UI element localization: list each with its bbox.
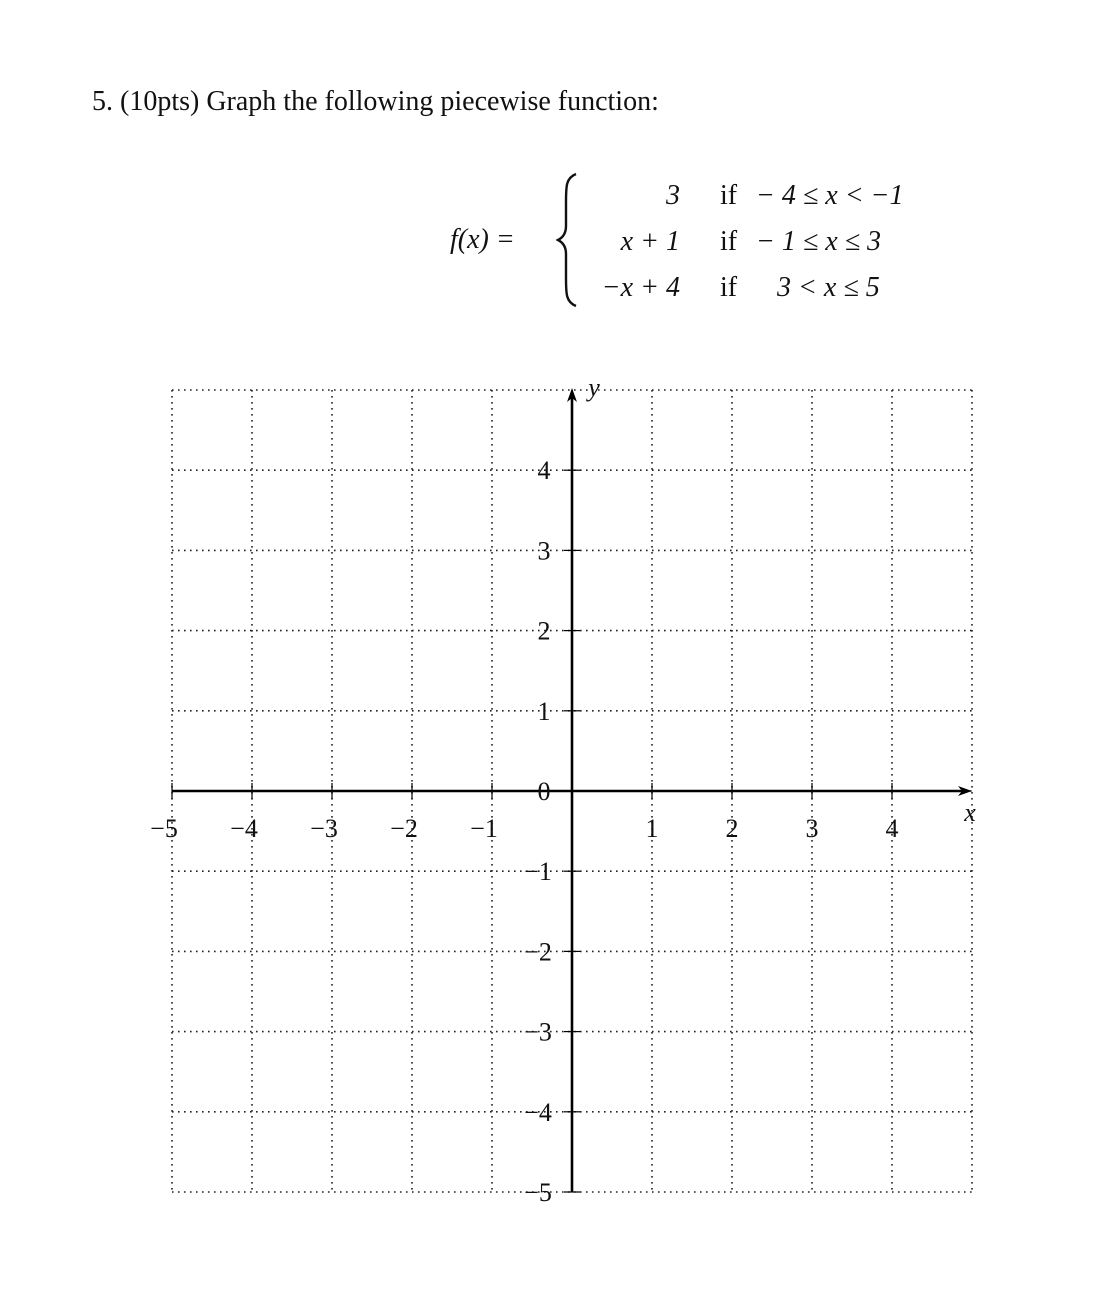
x-tick-label: 2	[725, 814, 739, 843]
function-lhs-text: f(x) =	[450, 224, 515, 255]
case-condition: 3 < x ≤ 5	[756, 272, 880, 303]
y-tick-label: 0	[537, 777, 551, 806]
problem-number: 5.	[92, 86, 113, 117]
problem-points: (10pts)	[120, 86, 200, 117]
x-tick-label: −5	[150, 814, 178, 843]
case-expression: 3	[666, 180, 680, 211]
y-tick-label: −4	[524, 1097, 552, 1127]
y-tick-label: 3	[537, 536, 551, 566]
x-tick-label: −1	[470, 814, 498, 843]
y-tick-label: −2	[524, 937, 552, 967]
x-tick-label: 3	[805, 814, 819, 843]
problem-prompt: Graph the following piecewise function:	[206, 86, 659, 117]
case-expression: −x + 4	[601, 272, 680, 303]
y-tick-label: −1	[524, 857, 552, 887]
x-tick-label: 4	[885, 814, 899, 843]
y-tick-label: 4	[537, 456, 551, 486]
x-tick-label: −2	[390, 814, 418, 843]
case-keyword: if	[720, 226, 738, 257]
x-tick-label: 1	[645, 814, 659, 843]
y-axis-label: y	[588, 373, 600, 402]
case-condition: − 1 ≤ x ≤ 3	[756, 226, 882, 257]
case-keyword: if	[720, 272, 738, 303]
case-condition: − 4 ≤ x < −1	[756, 180, 904, 211]
x-tick-label: −3	[310, 814, 338, 843]
x-axis-label: x	[964, 798, 976, 827]
y-tick-label: 1	[537, 696, 551, 726]
y-tick-label: −3	[524, 1017, 552, 1047]
y-tick-label: 2	[537, 616, 551, 646]
case-keyword: if	[720, 180, 738, 211]
case-expression: x + 1	[620, 226, 680, 257]
x-tick-label: −4	[230, 814, 258, 843]
y-tick-label: −5	[524, 1178, 552, 1207]
